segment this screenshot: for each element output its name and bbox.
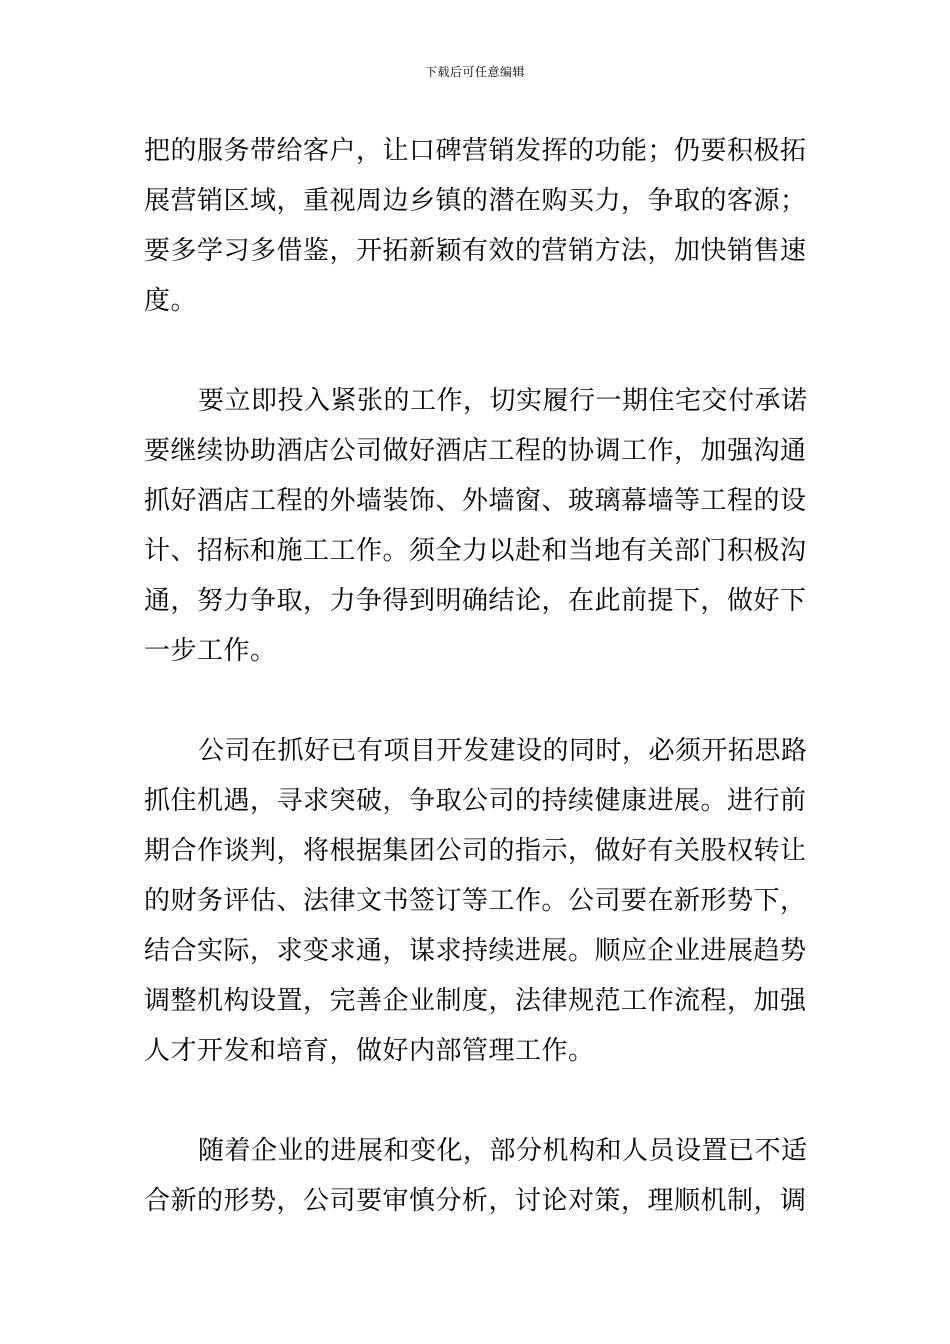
paragraph-line: 一步工作。 bbox=[144, 636, 277, 666]
paragraph-line: 公司在抓好已有项目开发建设的同时，必须开拓思路 bbox=[198, 736, 808, 766]
paragraph-line: 合新的形势，公司要审慎分析，讨论对策，理顺机制，调 bbox=[144, 1186, 807, 1216]
paragraph-line: 的财务评估、法律文书签订等工作。公司要在新形势下， bbox=[144, 886, 807, 916]
paragraph-2 bbox=[144, 376, 806, 676]
paragraph-line: 随着企业的进展和变化，部分机构和人员设置已不适 bbox=[198, 1136, 808, 1166]
paragraph-line: 人才开发和培育，做好内部管理工作。 bbox=[144, 1036, 595, 1066]
paragraph-line: 通，努力争取，力争得到明确结论，在此前提下，做好下 bbox=[144, 586, 807, 616]
paragraph-1 bbox=[144, 126, 806, 326]
paragraph-line: 要继续协助酒店公司做好酒店工程的协调工作，加强沟通 bbox=[144, 436, 807, 466]
paragraph-line: 期合作谈判，将根据集团公司的指示，做好有关股权转让 bbox=[144, 836, 807, 866]
paragraph-spacer bbox=[144, 326, 806, 376]
paragraph-line: 计、招标和施工工作。须全力以赴和当地有关部门积极沟 bbox=[144, 536, 807, 566]
paragraph-spacer bbox=[144, 676, 806, 726]
paragraph-line: 抓住机遇，寻求突破，争取公司的持续健康进展。进行前 bbox=[144, 786, 807, 816]
paragraph-4 bbox=[144, 1126, 806, 1226]
paragraph-line: 要立即投入紧张的工作，切实履行一期住宅交付承诺 bbox=[198, 386, 808, 416]
paragraph-line: 把的服务带给客户，让口碑营销发挥的功能；仍要积极拓 bbox=[144, 136, 807, 166]
paragraph-line: 展营销区域，重视周边乡镇的潜在购买力，争取的客源； bbox=[144, 186, 807, 216]
page-header: 下载后可任意编辑 bbox=[424, 65, 525, 79]
paragraph-line: 调整机构设置，完善企业制度，法律规范工作流程，加强 bbox=[144, 986, 807, 1016]
paragraph-3 bbox=[144, 726, 806, 1076]
document-body bbox=[144, 126, 806, 1226]
paragraph-line: 要多学习多借鉴，开拓新颖有效的营销方法，加快销售速 bbox=[144, 236, 807, 266]
paragraph-line: 抓好酒店工程的外墙装饰、外墙窗、玻璃幕墙等工程的设 bbox=[144, 486, 807, 516]
paragraph-line: 度。 bbox=[144, 286, 198, 316]
paragraph-spacer bbox=[144, 1076, 806, 1126]
paragraph-line: 结合实际，求变求通，谋求持续进展。顺应企业进展趋势 bbox=[144, 936, 807, 966]
